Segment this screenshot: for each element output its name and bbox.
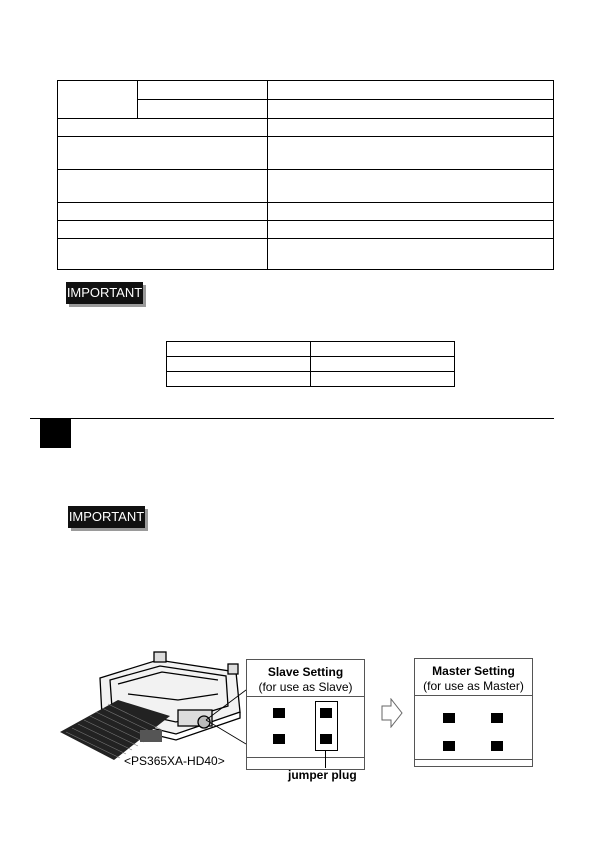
jumper-pin — [443, 741, 455, 751]
arrow-right-icon — [381, 698, 403, 728]
table-cell — [138, 100, 268, 119]
table-cell — [58, 221, 268, 239]
table-row — [58, 81, 554, 100]
jumper-plug-label: jumper plug — [288, 768, 357, 782]
table-cell — [268, 81, 554, 100]
table-row — [58, 203, 554, 221]
table-row — [167, 342, 455, 357]
table-cell — [58, 137, 268, 170]
table-cell — [58, 170, 268, 203]
panel-divider — [247, 757, 364, 758]
table-cell — [311, 357, 455, 372]
jumper-callout-line — [325, 750, 326, 768]
table-row — [58, 170, 554, 203]
important-badge: IMPORTANT — [68, 506, 145, 528]
device-caption: <PS365XA-HD40> — [124, 754, 225, 768]
master-setting-panel — [414, 658, 533, 767]
table-cell — [268, 170, 554, 203]
slave-setting-subtitle: (for use as Slave) — [258, 680, 353, 694]
table-cell — [138, 81, 268, 100]
jumper-pin — [273, 708, 285, 718]
table-cell — [167, 357, 311, 372]
panel-divider — [247, 696, 364, 697]
table-cell — [268, 119, 554, 137]
section-rule — [30, 418, 554, 419]
jumper-pin — [491, 741, 503, 751]
panel-divider — [415, 695, 532, 696]
panel-divider — [415, 759, 532, 760]
table-cell — [311, 342, 455, 357]
table-row — [167, 357, 455, 372]
table-cell — [58, 81, 138, 119]
table-cell — [58, 239, 268, 270]
table-row — [58, 239, 554, 270]
table-cell — [268, 203, 554, 221]
table-cell — [167, 342, 311, 357]
slave-setting-title: Slave Setting — [267, 665, 344, 679]
master-setting-subtitle: (for use as Master) — [423, 679, 524, 693]
jumper-pin — [320, 734, 332, 744]
table-cell — [58, 203, 268, 221]
table-cell — [311, 372, 455, 387]
table-cell — [268, 239, 554, 270]
master-setting-title: Master Setting — [432, 664, 515, 678]
jumper-pin — [320, 708, 332, 718]
jumper-pin — [491, 713, 503, 723]
jumper-pin — [443, 713, 455, 723]
table-cell — [268, 137, 554, 170]
table-cell — [268, 221, 554, 239]
section-number-box — [40, 419, 71, 448]
jumper-pin — [273, 734, 285, 744]
table-cell — [268, 100, 554, 119]
important-badge: IMPORTANT — [66, 282, 143, 304]
table-row — [58, 119, 554, 137]
slave-setting-panel — [246, 659, 365, 770]
table-row — [58, 221, 554, 239]
table-cell — [58, 119, 268, 137]
table-row — [167, 372, 455, 387]
spec-table — [57, 80, 554, 270]
small-table — [166, 341, 455, 387]
table-cell — [167, 372, 311, 387]
table-row — [58, 137, 554, 170]
